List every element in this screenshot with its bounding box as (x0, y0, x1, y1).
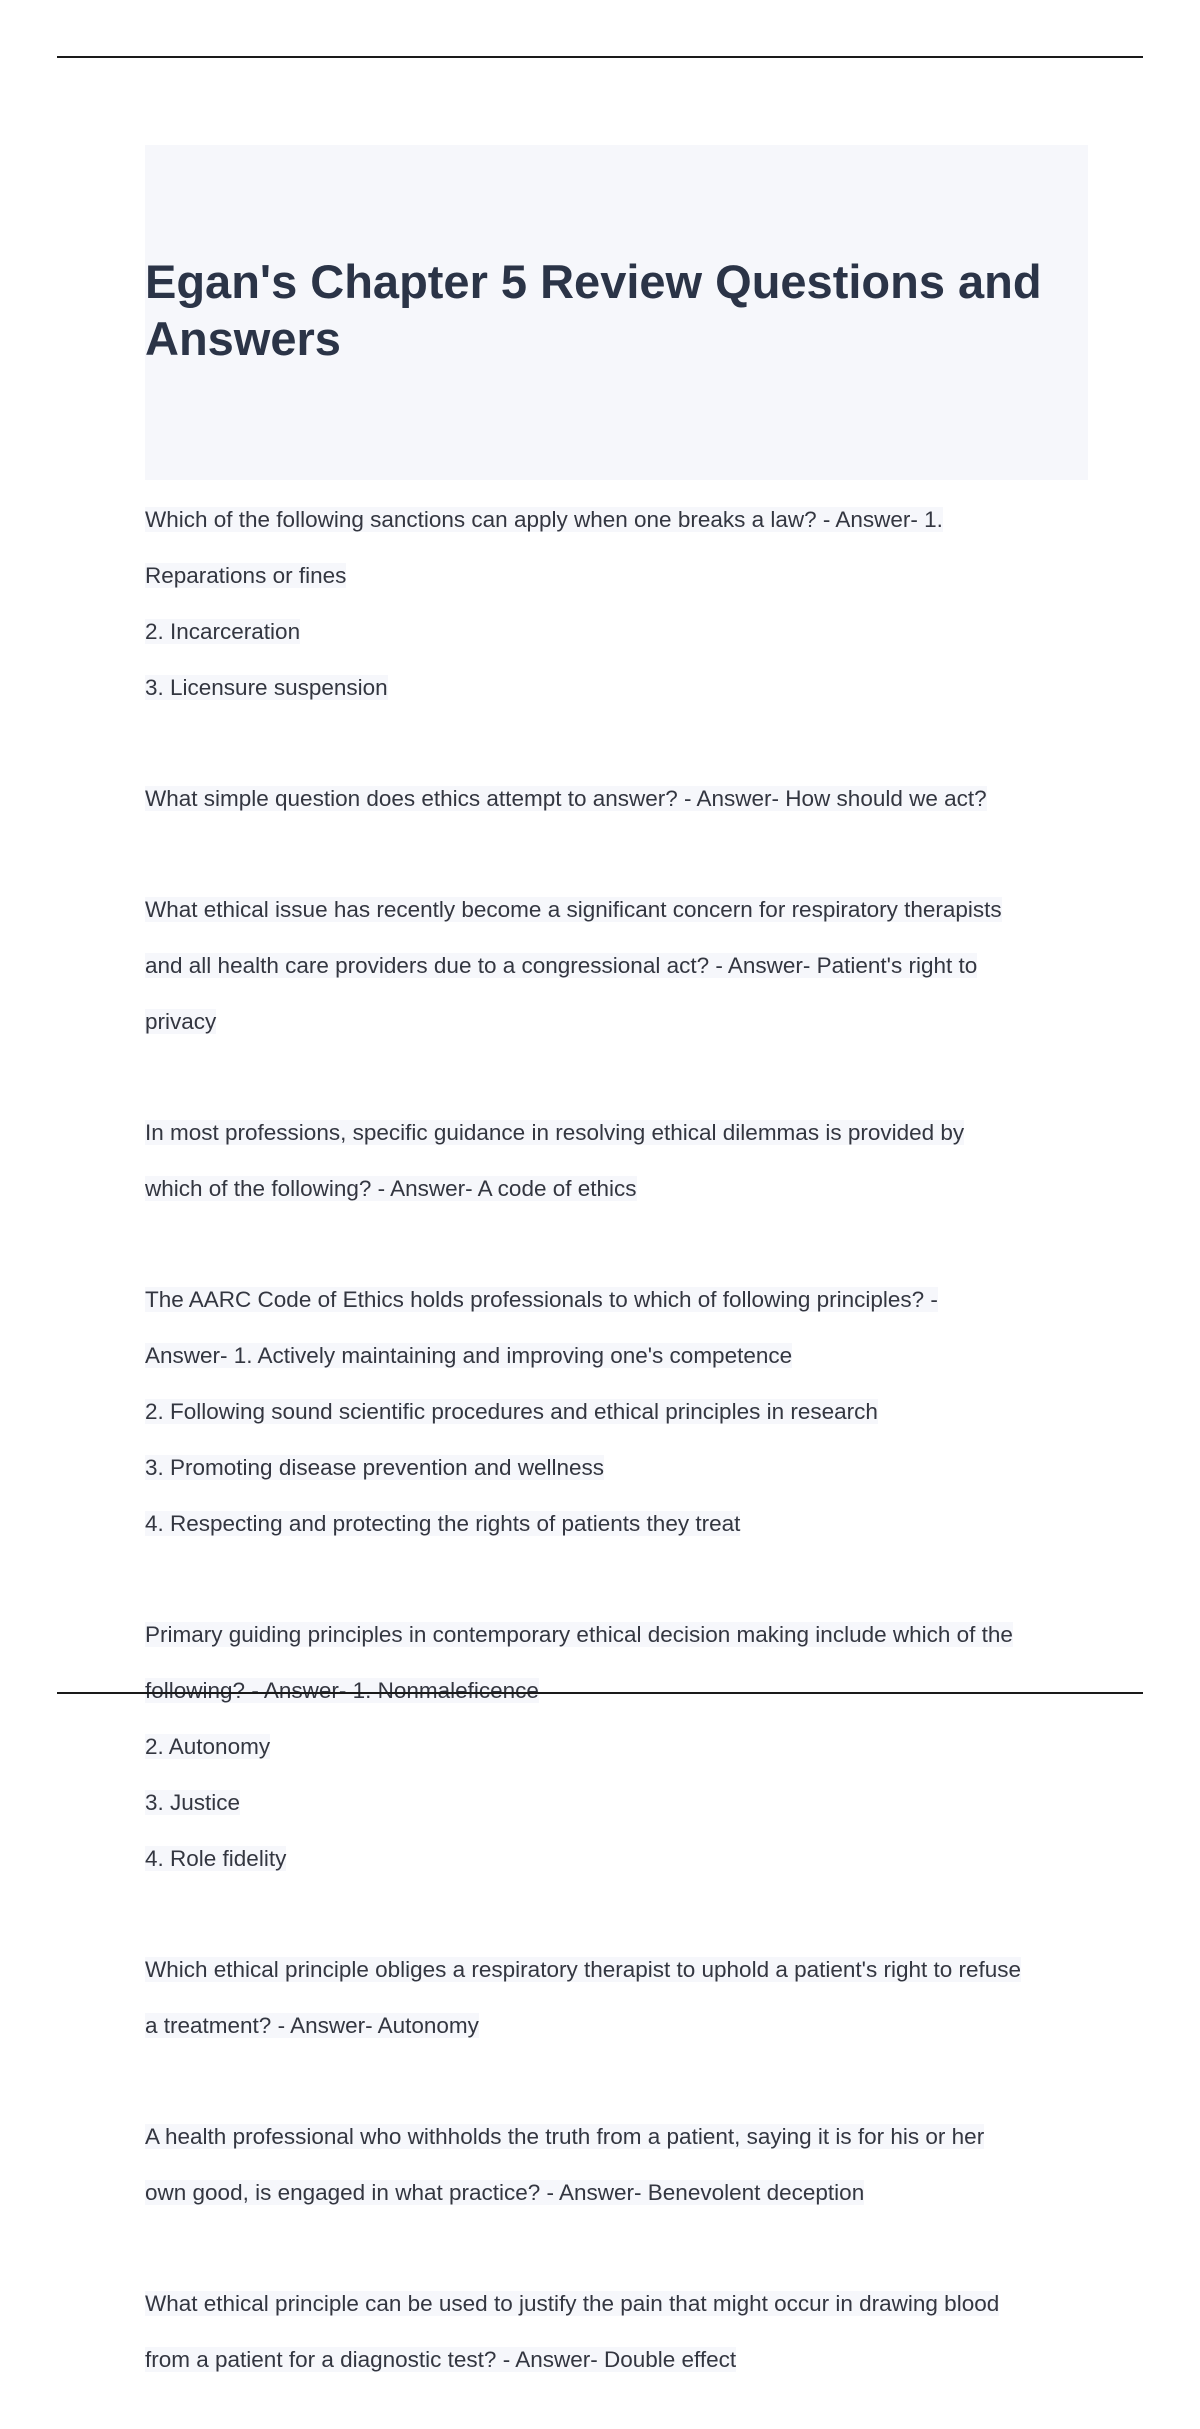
qa-item-1 (145, 478, 1100, 730)
qa-line: 2. Incarceration (145, 619, 301, 644)
qa-line: The AARC Code of Ethics holds professionals to which of following principles? - (145, 1287, 938, 1312)
qa-line: which of the following? - Answer- A code of ethics (145, 1176, 637, 1201)
qa-line: 2. Autonomy (145, 1734, 271, 1759)
qa-line: 3. Promoting disease prevention and wellness (145, 1455, 605, 1480)
qa-line: 4. Role fidelity (145, 1846, 287, 1871)
qa-line: a treatment? - Answer- Autonomy (145, 2013, 479, 2038)
qa-line: privacy (145, 1009, 217, 1034)
qa-line: A health professional who withholds the truth from a patient, saying it is for his or her (145, 2124, 985, 2149)
qa-line: 4. Respecting and protecting the rights of patients they treat (145, 1511, 741, 1536)
qa-line: from a patient for a diagnostic test? - Answer- Double effect (145, 2347, 737, 2372)
qa-line: Which ethical principle obliges a respiratory therapist to uphold a patient's right to refuse (145, 1957, 1022, 1982)
qa-line: What simple question does ethics attempt to answer? - Answer- How should we act? (145, 786, 987, 811)
qa-line: 3. Justice (145, 1790, 241, 1815)
qa-line: In most professions, specific guidance in resolving ethical dilemmas is provided by (145, 1120, 965, 1145)
top-rule (57, 56, 1143, 58)
qa-line: own good, is engaged in what practice? - Answer- Benevolent deception (145, 2180, 865, 2205)
qa-item-2 (145, 757, 1100, 841)
qa-item-6 (145, 1593, 1100, 1901)
qa-item-9 (145, 2262, 1100, 2402)
qa-line: Primary guiding principles in contemporary ethical decision making include which of the (145, 1622, 1013, 1647)
qa-line: What ethical principle can be used to justify the pain that might occur in drawing blood (145, 2291, 1000, 2316)
qa-item-8 (145, 2095, 1100, 2235)
qa-item-5 (145, 1258, 1100, 1566)
qa-line: Which of the following sanctions can apply when one breaks a law? - Answer- 1. (145, 507, 943, 532)
document-title: Egan's Chapter 5 Review Questions and Answers (145, 255, 1042, 365)
title-block (145, 145, 1088, 480)
qa-line: 3. Licensure suspension (145, 675, 388, 700)
bottom-rule (57, 1692, 1143, 1694)
qa-item-3 (145, 868, 1100, 1064)
qa-list (145, 478, 1100, 2429)
qa-item-4 (145, 1091, 1100, 1231)
qa-line: Reparations or fines (145, 563, 347, 588)
qa-line: and all health care providers due to a congressional act? - Answer- Patient's right to (145, 953, 978, 978)
qa-line: Answer- 1. Actively maintaining and improving one's competence (145, 1343, 793, 1368)
qa-line: following? - Answer- 1. Nonmaleficence (145, 1678, 539, 1703)
qa-line: What ethical issue has recently become a significant concern for respiratory therapists (145, 897, 1002, 922)
qa-item-7 (145, 1928, 1100, 2068)
qa-line: 2. Following sound scientific procedures and ethical principles in research (145, 1399, 878, 1424)
